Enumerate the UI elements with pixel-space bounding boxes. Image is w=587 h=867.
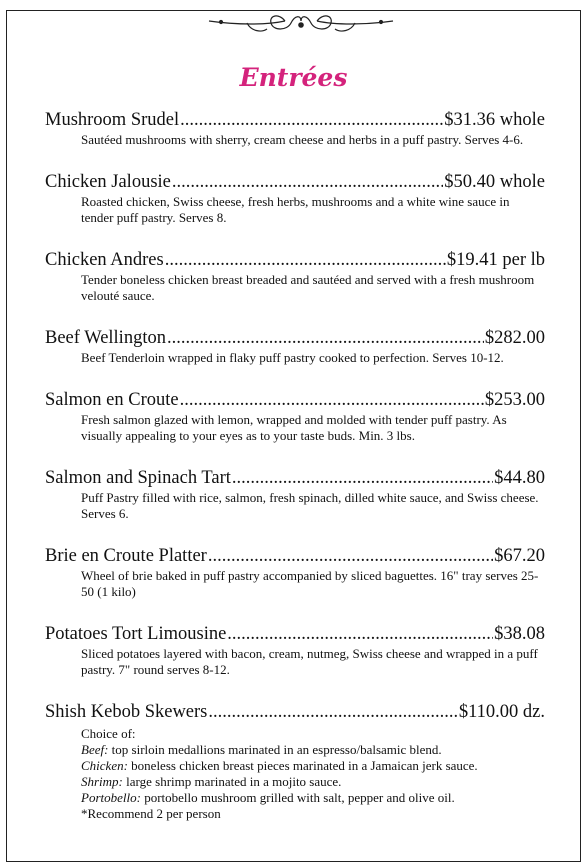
item-description: Beef Tenderloin wrapped in flaky puff pastry cooked to perfection. Serves 10-12. — [81, 350, 504, 365]
recommendation-note: *Recommend 2 per person — [81, 806, 221, 821]
dot-leader — [172, 170, 443, 194]
menu-item — [45, 466, 545, 522]
item-price: $67.20 — [494, 546, 545, 566]
item-price: $31.36 whole — [444, 110, 545, 130]
item-price: $19.41 per lb — [446, 250, 545, 270]
menu-page — [6, 10, 581, 862]
item-price: $44.80 — [494, 468, 545, 488]
dot-leader — [165, 248, 446, 272]
flourish-ornament-icon — [207, 11, 395, 41]
page-title: Entrées — [239, 63, 348, 92]
item-price: $38.08 — [494, 624, 545, 644]
item-description: Sautéed mushrooms with sherry, cream cheese and herbs in a puff pastry. Serves 4-6. — [81, 132, 524, 147]
dot-leader — [208, 544, 493, 568]
item-name: Chicken Andres — [45, 250, 164, 270]
item-name: Potatoes Tort Limousine — [45, 624, 227, 644]
option-label: Shrimp: — [81, 774, 123, 789]
option-text: large shrimp marinated in a mojito sauce. — [122, 774, 342, 789]
item-name: Salmon and Spinach Tart — [45, 468, 231, 488]
option-text: top sirloin medallions marinated in an espresso/balsamic blend. — [108, 742, 442, 757]
item-name: Salmon en Croute — [45, 390, 179, 410]
item-description: Fresh salmon glazed with lemon, wrapped and molded with tender puff pastry. As visually appealing to your eyes as to your taste buds. Min. 3 lbs. — [81, 412, 507, 443]
item-description: Roasted chicken, Swiss cheese, fresh herbs, mushrooms and a white wine sauce in tender puff pastry. Serves 8. — [81, 194, 510, 225]
menu-item — [45, 108, 545, 148]
menu-item — [45, 326, 545, 366]
item-description: Wheel of brie baked in puff pastry accompanied by sliced baguettes. 16" tray serves 25-50 (1 kilo) — [81, 568, 539, 599]
dot-leader — [167, 326, 484, 350]
item-price: $50.40 whole — [444, 172, 545, 192]
menu-item — [45, 388, 545, 444]
item-options — [45, 726, 545, 822]
option-line — [81, 758, 545, 774]
option-label: Beef: — [81, 742, 109, 757]
dot-leader — [180, 108, 443, 132]
item-description: Sliced potatoes layered with bacon, cream, nutmeg, Swiss cheese and wrapped in a puff pastry. 7" round serves 8-12. — [81, 646, 538, 677]
option-text: boneless chicken breast pieces marinated in a Jamaican jerk sauce. — [127, 758, 478, 773]
item-price: $282.00 — [484, 328, 545, 348]
option-line — [81, 790, 545, 806]
menu-item — [45, 622, 545, 678]
dot-leader — [232, 466, 493, 490]
item-name: Beef Wellington — [45, 328, 166, 348]
menu-item — [45, 248, 545, 304]
dot-leader — [208, 700, 457, 724]
item-name: Brie en Croute Platter — [45, 546, 207, 566]
menu-item — [45, 700, 545, 822]
option-label: Chicken: — [81, 758, 128, 773]
option-line — [81, 774, 545, 790]
item-name: Chicken Jalousie — [45, 172, 171, 192]
item-name: Shish Kebob Skewers — [45, 702, 208, 722]
menu-item — [45, 544, 545, 600]
dot-leader — [227, 622, 493, 646]
options-intro: Choice of: — [81, 726, 136, 741]
menu-items — [45, 108, 545, 844]
option-line — [81, 742, 545, 758]
dot-leader — [180, 388, 484, 412]
menu-item — [45, 170, 545, 226]
option-text: portobello mushroom grilled with salt, pepper and olive oil. — [140, 790, 455, 805]
item-description: Puff Pastry filled with rice, salmon, fresh spinach, dilled white sauce, and Swiss cheese. Serves 6. — [81, 490, 539, 521]
item-description: Tender boneless chicken breast breaded and sautéed and served with a fresh mushroom velouté sauce. — [81, 272, 535, 303]
item-price: $253.00 — [484, 390, 545, 410]
option-label: Portobello: — [81, 790, 141, 805]
item-name: Mushroom Srudel — [45, 110, 180, 130]
item-price: $110.00 dz. — [458, 702, 545, 722]
